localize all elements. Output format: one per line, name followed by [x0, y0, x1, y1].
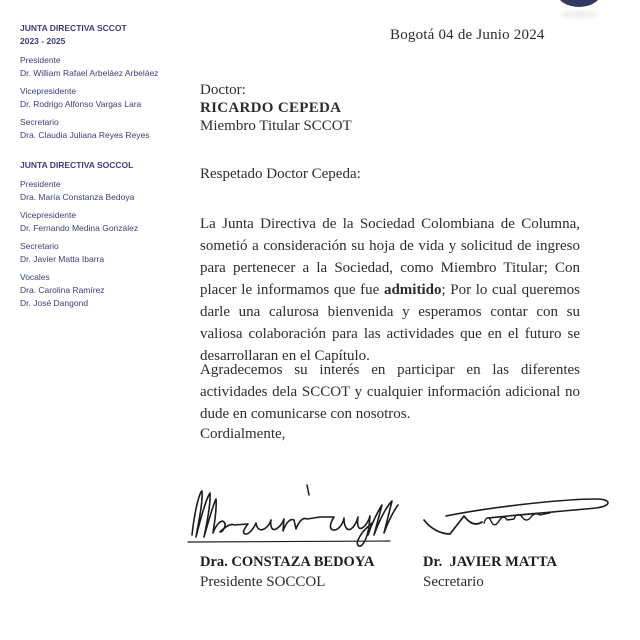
paragraph-text: La Junta Directiva de la Sociedad Colombiana de Columna, sometió a consideración su hoja de vida y solicitud de ingreso para pertenecer a la Sociedad, como Miembro Titular; Con placer le informamos que fue [200, 216, 580, 298]
board-entry [20, 54, 182, 80]
section-title: JUNTA DIRECTIVA SOCCOL [20, 160, 134, 170]
bedoya-signature [186, 483, 402, 549]
role-label: Presidente [20, 55, 61, 65]
admitted-bold-word: admitido [383, 282, 442, 298]
sidebar [20, 22, 182, 315]
role-label: Secretario [20, 241, 59, 251]
role-label: Vocales [20, 272, 50, 282]
section-header [20, 22, 182, 48]
person-name: Dra. Claudia Juliana Reyes Reyes [20, 130, 150, 140]
board-entry [20, 116, 182, 142]
board-entry [20, 178, 182, 204]
person-name: Dr. William Rafael Arbeláez Arbeláez [20, 68, 159, 78]
date-line: Bogotá 04 de Junio 2024 [390, 27, 545, 43]
recipient-salutation: Doctor: [200, 82, 246, 98]
person-name: Dra. Carolina Ramírez [20, 285, 105, 295]
role-label: Secretario [20, 117, 59, 127]
board-entry [20, 240, 182, 266]
role-label: Presidente [20, 179, 61, 189]
section-header [20, 159, 182, 172]
recipient-block [200, 81, 352, 135]
partial-logo-icon [556, 0, 602, 7]
board-entry [20, 209, 182, 235]
person-name: Dr. Rodrigo Alfonso Vargas Lara [20, 99, 142, 109]
signatory-name: Dra. CONSTAZA BEDOYA [200, 554, 375, 570]
board-entry [20, 85, 182, 111]
logo-shadow [560, 11, 598, 18]
board-entry [20, 271, 182, 310]
letter-closing: Cordialmente, [200, 426, 286, 442]
recipient-title: Miembro Titular SCCOT [200, 118, 352, 134]
person-name: Dr. Javier Matta Ibarra [20, 254, 105, 264]
person-name: Dr. Fernando Medina González [20, 223, 139, 233]
signatory-name: Dr. JAVIER MATTA [423, 554, 558, 570]
letter-greeting: Respetado Doctor Cepeda: [200, 166, 361, 182]
recipient-name: RICARDO CEPEDA [200, 100, 342, 116]
matta-signature [416, 496, 616, 542]
role-label: Vicepresidente [20, 86, 77, 96]
section-title: JUNTA DIRECTIVA SCCOT [20, 23, 127, 33]
signatory-role: Secretario [423, 574, 484, 590]
section-subtitle: 2023 - 2025 [20, 36, 66, 46]
signature-block-bedoya [200, 552, 374, 592]
signatory-role: Presidente SOCCOL [200, 574, 326, 590]
sidebar-section-sccot [20, 22, 182, 142]
person-name: Dr. José Dangond [20, 298, 89, 308]
letter-paragraph-1 [200, 213, 580, 367]
signature-block-matta [423, 552, 557, 592]
role-label: Vicepresidente [20, 210, 77, 220]
sidebar-section-soccol [20, 159, 182, 310]
paragraph-text: ; Por lo cual queremos darle una calurosa bienvenida y esperamos contar con su valiosa colaboración para las actividades que en el futuro se desarrollaran en el Capítulo. [200, 282, 580, 364]
letter-paragraph-2: Agradecemos su interés en participar en las diferentes actividades dela SCCOT y cualquier información adicional no dude en comunicarse con nosotros. [200, 362, 580, 422]
person-name: Dra. María Constanza Bedoya [20, 192, 135, 202]
